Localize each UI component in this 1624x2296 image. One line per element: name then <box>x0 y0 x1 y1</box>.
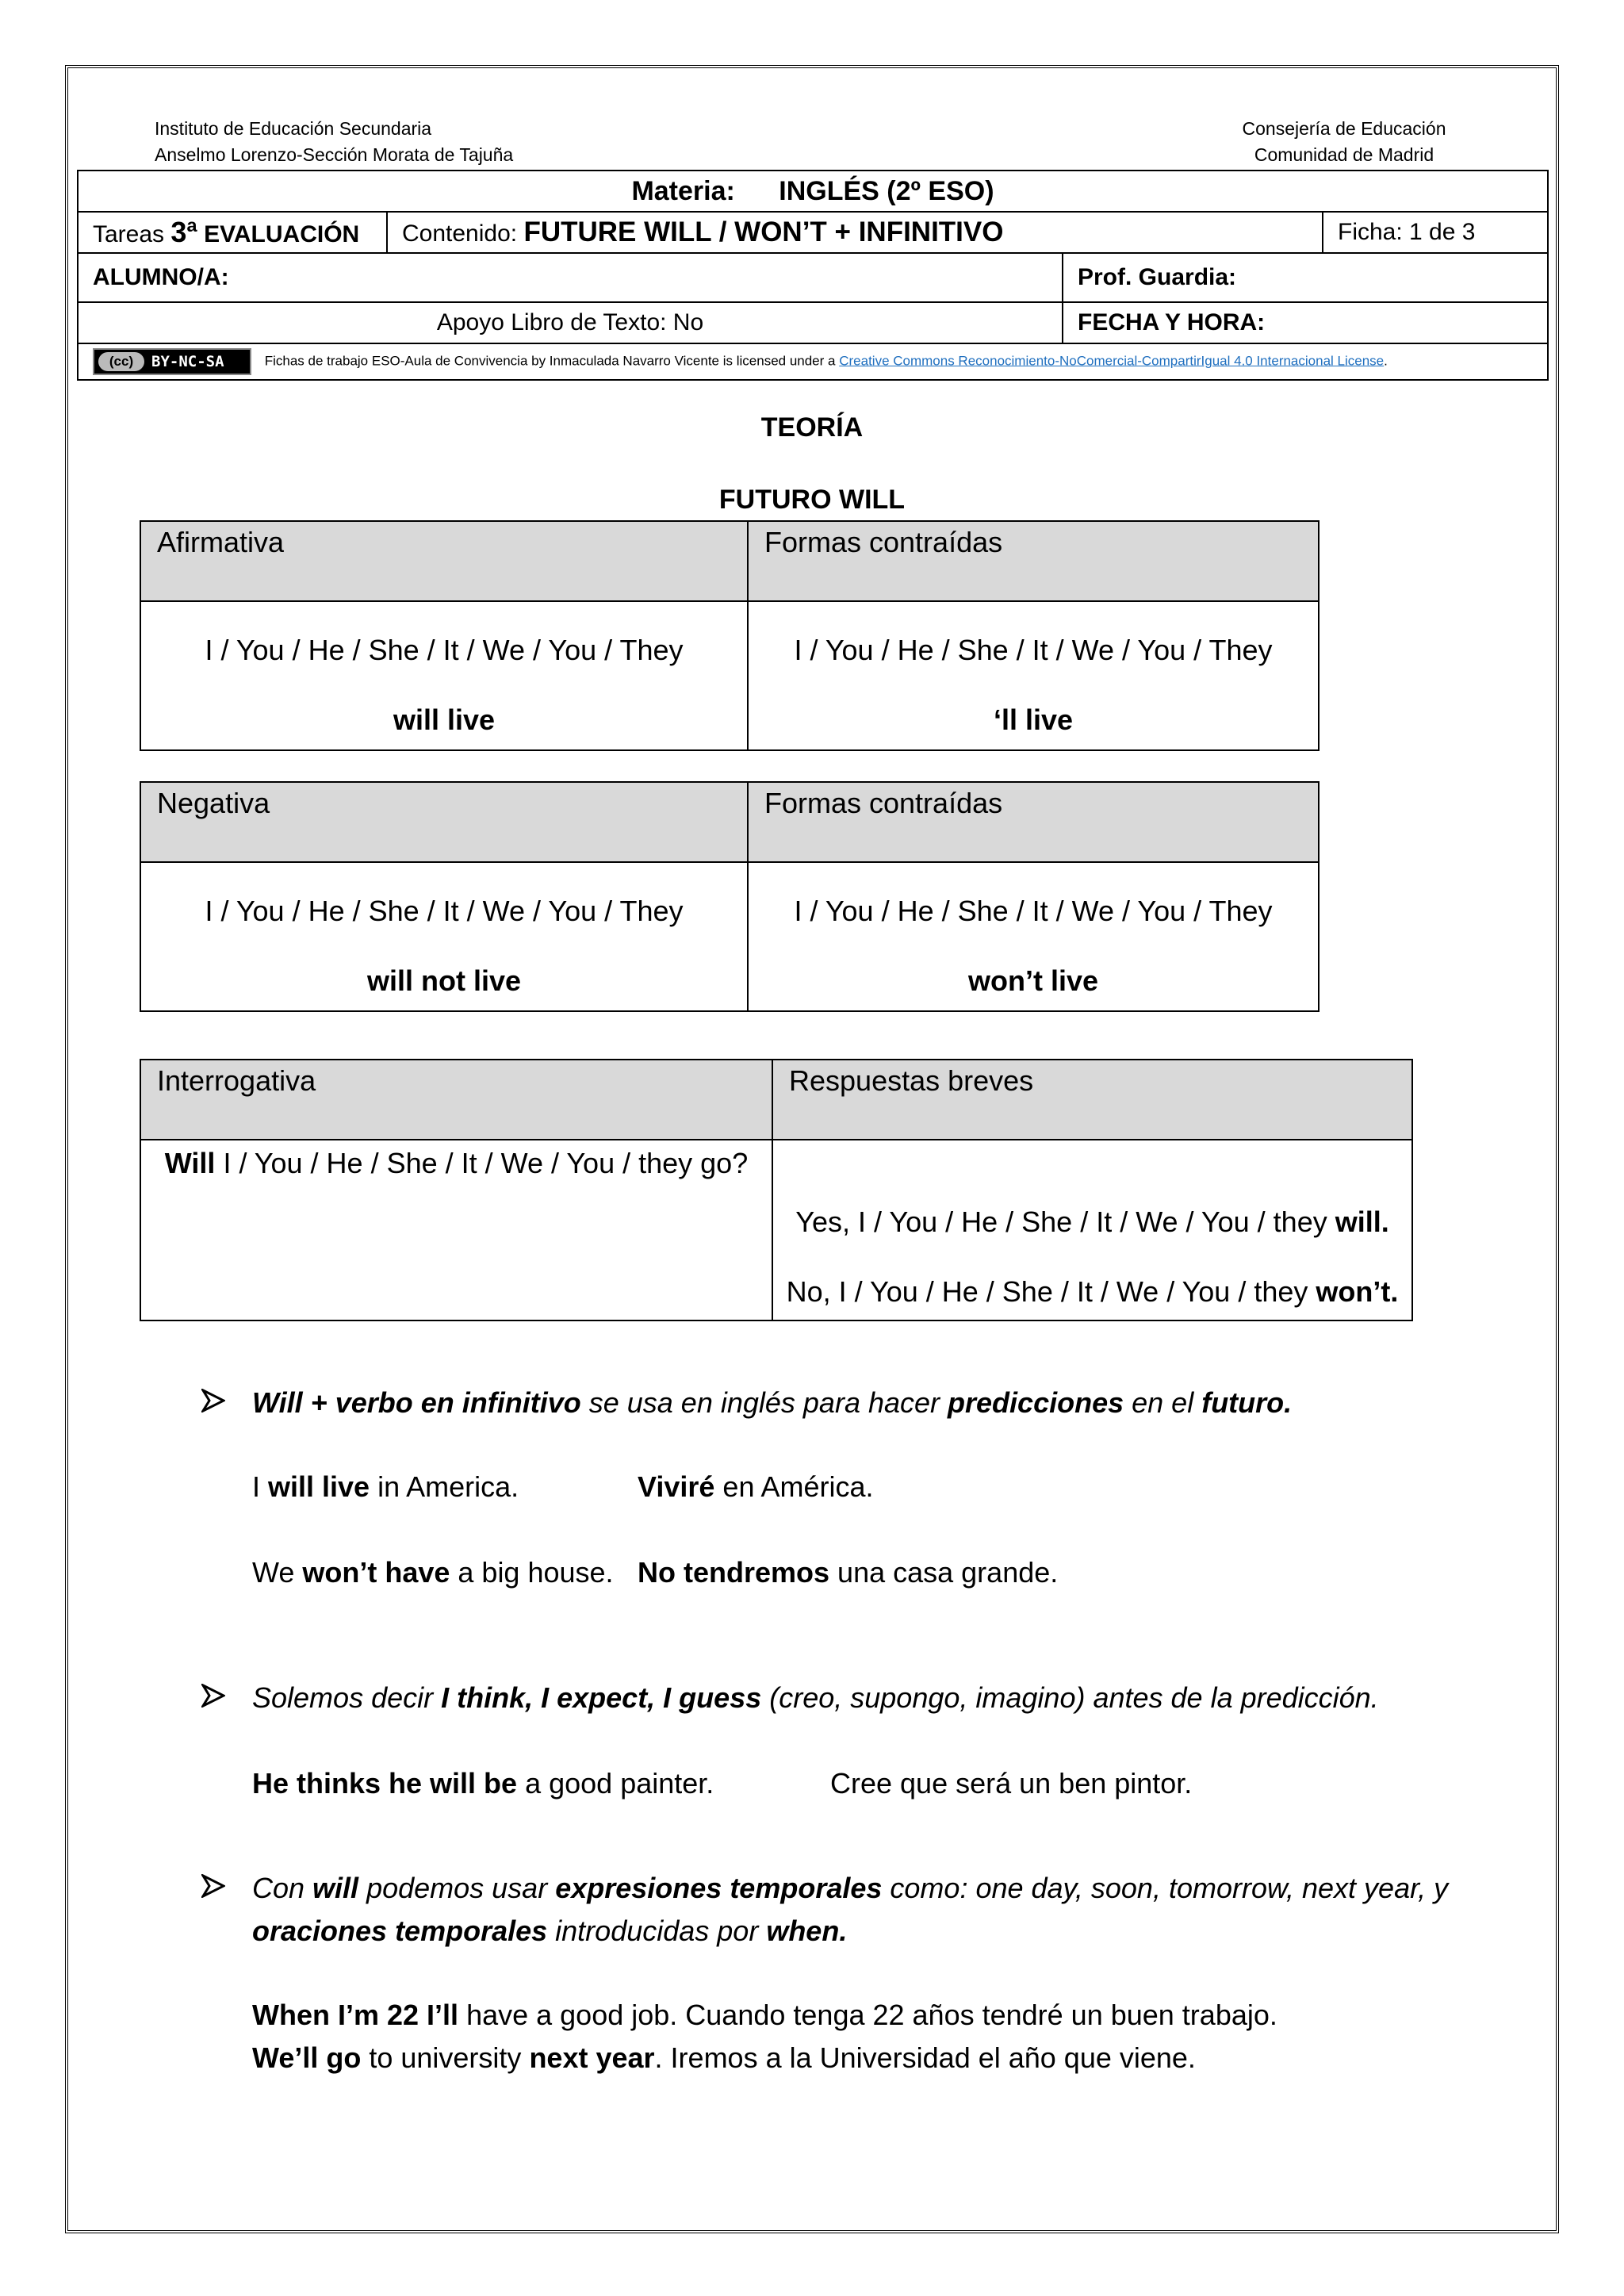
interrogative-head: Interrogativa <box>140 1060 772 1140</box>
cc-license-icon <box>93 348 251 375</box>
ex5-b: to university <box>361 2041 530 2074</box>
ex1-a: I <box>252 1470 269 1503</box>
ex3-a: He thinks he will be <box>252 1767 518 1800</box>
school-name: Instituto de Educación Secundaria <box>155 118 432 139</box>
ministry-region: Comunidad de Madrid <box>1254 144 1434 165</box>
ex5-c: next year <box>529 2041 655 2074</box>
negative-table <box>140 781 1320 1012</box>
short-answer-yes <box>773 1205 1411 1239</box>
ex1-b: will live <box>268 1470 370 1503</box>
ex2-d: No tendremos <box>638 1556 830 1589</box>
arrowhead-bullet-icon <box>201 1681 225 1715</box>
materia-cell <box>78 171 1548 212</box>
license-link[interactable]: Creative Commons Reconocimiento-NoComercial-CompartirIgual 4.0 Internacional License <box>839 353 1385 369</box>
student-info-table <box>77 252 1549 381</box>
alumno-label: ALUMNO/A: <box>93 264 229 290</box>
b1-part1: Will + verbo en infinitivo <box>252 1386 581 1419</box>
ministry-name: Consejería de Educación <box>1242 118 1446 139</box>
b3-line2 <box>252 1910 1448 1953</box>
worksheet-info-table <box>77 170 1549 254</box>
example-1-es <box>638 1466 874 1508</box>
school-section: Anselmo Lorenzo-Sección Morata de Tajuña <box>155 144 514 165</box>
example-3-en <box>252 1762 714 1805</box>
theory-subtitle: FUTURO WILL <box>718 485 906 515</box>
materia-value: INGLÉS (2º ESO) <box>779 175 994 206</box>
negative-contracted-subjects: I / You / He / She / It / We / You / They <box>794 895 1273 927</box>
short-answers-cell <box>772 1140 1412 1320</box>
affirmative-contracted-head: Formas contraídas <box>748 521 1319 601</box>
materia-label: Materia: <box>631 175 735 206</box>
b2-part1: Solemos decir <box>252 1681 442 1714</box>
ficha-cell: Ficha: 1 de 3 <box>1323 212 1548 253</box>
license-cell <box>78 343 1548 380</box>
arrowhead-bullet-icon <box>201 1872 225 1905</box>
b3-part8: when. <box>766 1915 848 1947</box>
b2-part3: (creo, supongo, imagino) antes de la predicción. <box>761 1681 1379 1714</box>
affirmative-head: Afirmativa <box>140 521 748 601</box>
bullet-time-expressions <box>252 1867 1448 1953</box>
affirmative-cell <box>140 601 748 750</box>
interrogative-cell <box>140 1140 772 1320</box>
no-bold: won’t. <box>1316 1275 1399 1308</box>
arrowhead-bullet-icon <box>201 1386 225 1420</box>
example-3-es: Cree que será un ben pintor. <box>830 1767 1193 1800</box>
fecha-cell <box>1063 302 1548 343</box>
negative-contracted-cell <box>748 862 1319 1011</box>
b1-part2: se usa en inglés para hacer <box>580 1386 948 1419</box>
example-4 <box>252 1994 1277 2037</box>
ministry-header <box>1221 116 1467 168</box>
example-5 <box>252 2037 1196 2079</box>
b3-part4: expresiones temporales <box>555 1872 883 1904</box>
ex5-d: . Iremos a la Universidad el año que viene. <box>654 2041 1196 2074</box>
ex1-c: in America. <box>370 1470 519 1503</box>
negative-verb: will not live <box>366 964 522 997</box>
b3-part5: como: one day, soon, tomorrow, next year, y <box>882 1872 1449 1904</box>
negative-cell <box>140 862 748 1011</box>
b1-part3: predicciones <box>948 1386 1124 1419</box>
ex5-a: We’ll go <box>252 2041 362 2074</box>
ex2-b: won’t have <box>302 1556 450 1589</box>
no-rest: No, I / You / He / She / It / We / You / they <box>786 1275 1316 1308</box>
prof-cell <box>1063 253 1548 302</box>
contenido-label: Contenido: <box>402 220 518 247</box>
interrogative-table <box>140 1059 1413 1321</box>
example-1-en <box>252 1466 519 1508</box>
affirmative-contracted-verb: ‘ll live <box>993 703 1074 736</box>
affirmative-verb: will live <box>393 703 496 736</box>
b3-part3: podemos usar <box>358 1872 556 1904</box>
example-2-es <box>638 1551 1058 1594</box>
ex2-a: We <box>252 1556 303 1589</box>
license-text: Fichas de trabajo ESO-Aula de Convivencia by Inmaculada Navarro Vicente is licensed under a <box>264 353 836 369</box>
b1-part4: en el <box>1124 1386 1202 1419</box>
ex3-b: a good painter. <box>517 1767 714 1800</box>
affirmative-contracted-cell <box>748 601 1319 750</box>
question-will: Will <box>164 1147 216 1179</box>
bullet-think-expect-guess <box>252 1677 1379 1719</box>
question-rest: I / You / He / She / It / We / You / they go? <box>215 1147 749 1179</box>
tareas-prefix: Tareas <box>93 221 165 247</box>
tareas-cell <box>78 212 387 253</box>
ex4-b: have a good job. Cuando tenga 22 años tendré un buen trabajo. <box>458 1999 1277 2031</box>
affirmative-subjects: I / You / He / She / It / We / You / They <box>205 634 684 666</box>
negative-subjects: I / You / He / She / It / We / You / They <box>205 895 684 927</box>
yes-bold: will. <box>1335 1205 1389 1238</box>
creative-commons-icon: (cc) <box>98 352 144 371</box>
short-answer-no <box>773 1275 1411 1309</box>
ex2-c: a big house. <box>450 1556 614 1589</box>
b3-line1 <box>252 1867 1448 1910</box>
yes-rest: Yes, I / You / He / She / It / We / You / they <box>795 1205 1335 1238</box>
affirmative-contracted-subjects: I / You / He / She / It / We / You / They <box>794 634 1273 666</box>
negative-head: Negativa <box>140 782 748 862</box>
b2-part2: I think, I expect, I guess <box>441 1681 762 1714</box>
ex4-a: When I’m 22 I’ll <box>252 1999 459 2031</box>
affirmative-table <box>140 520 1320 751</box>
bullet-will-infinitive <box>252 1382 1292 1424</box>
short-answers-head: Respuestas breves <box>772 1060 1412 1140</box>
tareas-evaluation: EVALUACIÓN <box>204 221 360 247</box>
cc-badge-label: BY-NC-SA <box>151 353 224 370</box>
contenido-cell <box>387 212 1323 253</box>
license-end: . <box>1384 353 1388 369</box>
ex1-d: Viviré <box>638 1470 715 1503</box>
negative-contracted-verb: won’t live <box>967 964 1099 997</box>
prof-label: Prof. Guardia: <box>1078 264 1237 290</box>
example-2-en <box>252 1551 614 1594</box>
negative-contracted-head: Formas contraídas <box>748 782 1319 862</box>
fecha-label: FECHA Y HORA: <box>1078 309 1266 335</box>
school-header <box>155 116 513 168</box>
b3-part6: oraciones temporales <box>252 1915 548 1947</box>
ex1-e: en América. <box>714 1470 874 1503</box>
apoyo-cell: Apoyo Libro de Texto: No <box>78 302 1063 343</box>
ex2-e: una casa grande. <box>829 1556 1059 1589</box>
tareas-number: 3ª <box>170 216 197 248</box>
theory-title: TEORÍA <box>760 412 864 443</box>
interrogative-question <box>141 1147 772 1180</box>
b1-part5: futuro. <box>1201 1386 1293 1419</box>
b3-part7: introducidas por <box>547 1915 767 1947</box>
b3-part1: Con <box>252 1872 313 1904</box>
contenido-value: FUTURE WILL / WON’T + INFINITIVO <box>523 217 1004 247</box>
b3-part2: will <box>312 1872 359 1904</box>
alumno-cell <box>78 253 1063 302</box>
